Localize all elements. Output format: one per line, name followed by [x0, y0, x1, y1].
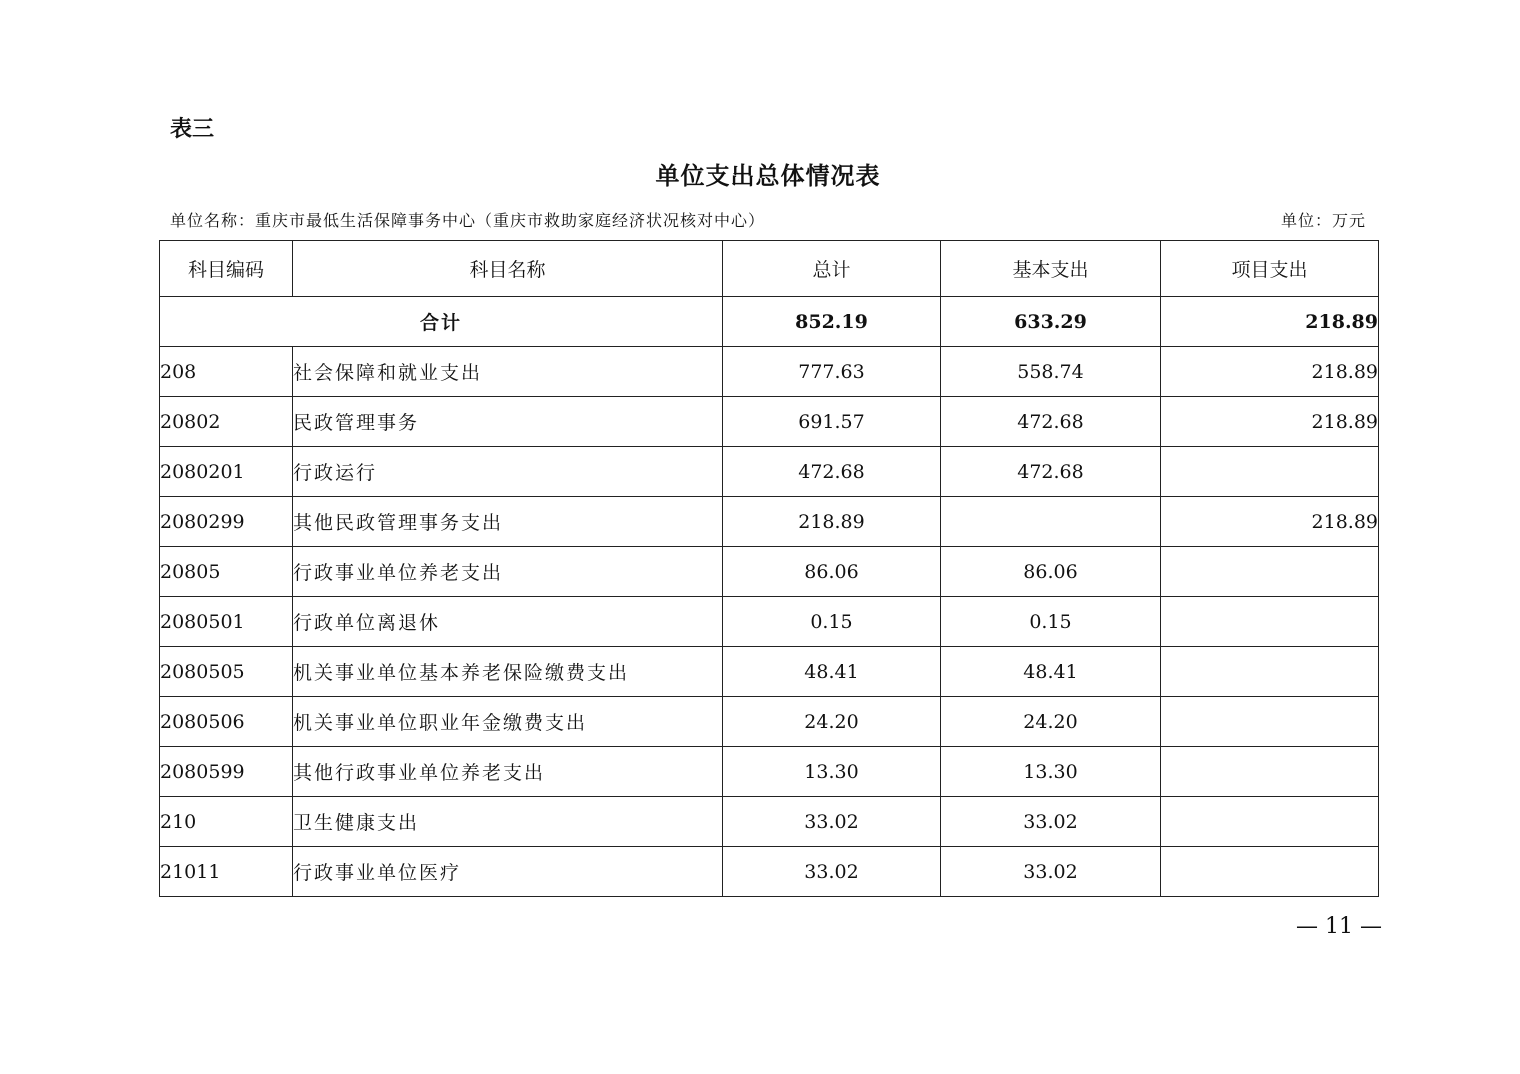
row-name: 其他民政管理事务支出 [293, 497, 723, 547]
row-name: 卫生健康支出 [293, 797, 723, 847]
row-total: 691.57 [723, 397, 941, 447]
row-name: 行政单位离退休 [293, 597, 723, 647]
row-code: 2080299 [160, 497, 293, 547]
row-name: 机关事业单位职业年金缴费支出 [293, 697, 723, 747]
row-basic: 0.15 [941, 597, 1161, 647]
row-project [1161, 697, 1379, 747]
row-project [1161, 647, 1379, 697]
row-code: 2080506 [160, 697, 293, 747]
row-total: 86.06 [723, 547, 941, 597]
column-header-name: 科目名称 [293, 241, 723, 297]
row-total: 777.63 [723, 347, 941, 397]
table-header-row [160, 241, 1379, 297]
row-basic: 558.74 [941, 347, 1161, 397]
expenditure-table [159, 240, 1379, 897]
unit-name: 单位名称：重庆市最低生活保障事务中心（重庆市救助家庭经济状况核对中心） [170, 211, 766, 230]
row-basic: 33.02 [941, 847, 1161, 897]
row-total: 13.30 [723, 747, 941, 797]
row-basic [941, 497, 1161, 547]
total-project: 218.89 [1161, 297, 1379, 347]
row-total: 48.41 [723, 647, 941, 697]
row-code: 2080505 [160, 647, 293, 697]
total-basic: 633.29 [941, 297, 1161, 347]
table-row [160, 347, 1379, 397]
row-basic: 472.68 [941, 397, 1161, 447]
row-project [1161, 547, 1379, 597]
table-row [160, 847, 1379, 897]
row-basic: 472.68 [941, 447, 1161, 497]
total-sum: 852.19 [723, 297, 941, 347]
table-row [160, 747, 1379, 797]
row-basic: 24.20 [941, 697, 1161, 747]
row-total: 24.20 [723, 697, 941, 747]
row-project: 218.89 [1161, 397, 1379, 447]
row-project [1161, 597, 1379, 647]
row-name: 社会保障和就业支出 [293, 347, 723, 397]
table-row [160, 547, 1379, 597]
row-project [1161, 847, 1379, 897]
row-project [1161, 447, 1379, 497]
table-row [160, 497, 1379, 547]
row-name: 行政事业单位医疗 [293, 847, 723, 897]
table-row [160, 397, 1379, 447]
row-name: 其他行政事业单位养老支出 [293, 747, 723, 797]
row-project: 218.89 [1161, 497, 1379, 547]
row-basic: 86.06 [941, 547, 1161, 597]
row-code: 208 [160, 347, 293, 397]
row-code: 2080599 [160, 747, 293, 797]
table-row [160, 697, 1379, 747]
row-name: 机关事业单位基本养老保险缴费支出 [293, 647, 723, 697]
table-row [160, 447, 1379, 497]
row-basic: 13.30 [941, 747, 1161, 797]
row-code: 21011 [160, 847, 293, 897]
table-row [160, 647, 1379, 697]
column-header-project: 项目支出 [1161, 241, 1379, 297]
row-code: 20802 [160, 397, 293, 447]
row-name: 民政管理事务 [293, 397, 723, 447]
table-label: 表三 [170, 117, 215, 142]
total-label: 合计 [160, 297, 723, 347]
row-basic: 48.41 [941, 647, 1161, 697]
row-code: 210 [160, 797, 293, 847]
total-row [160, 297, 1379, 347]
row-basic: 33.02 [941, 797, 1161, 847]
unit-label: 单位：万元 [1280, 211, 1366, 230]
table-row [160, 797, 1379, 847]
column-header-total: 总计 [723, 241, 941, 297]
row-code: 20805 [160, 547, 293, 597]
row-total: 33.02 [723, 797, 941, 847]
row-total: 218.89 [723, 497, 941, 547]
page-number: — 11 — [1296, 914, 1382, 939]
row-code: 2080201 [160, 447, 293, 497]
row-project [1161, 797, 1379, 847]
page-title: 单位支出总体情况表 [655, 161, 881, 190]
row-name: 行政运行 [293, 447, 723, 497]
row-total: 33.02 [723, 847, 941, 897]
column-header-basic: 基本支出 [941, 241, 1161, 297]
row-total: 472.68 [723, 447, 941, 497]
row-code: 2080501 [160, 597, 293, 647]
table-row [160, 597, 1379, 647]
row-project: 218.89 [1161, 347, 1379, 397]
column-header-code: 科目编码 [160, 241, 293, 297]
row-total: 0.15 [723, 597, 941, 647]
row-name: 行政事业单位养老支出 [293, 547, 723, 597]
table-meta [170, 208, 1366, 231]
row-project [1161, 747, 1379, 797]
